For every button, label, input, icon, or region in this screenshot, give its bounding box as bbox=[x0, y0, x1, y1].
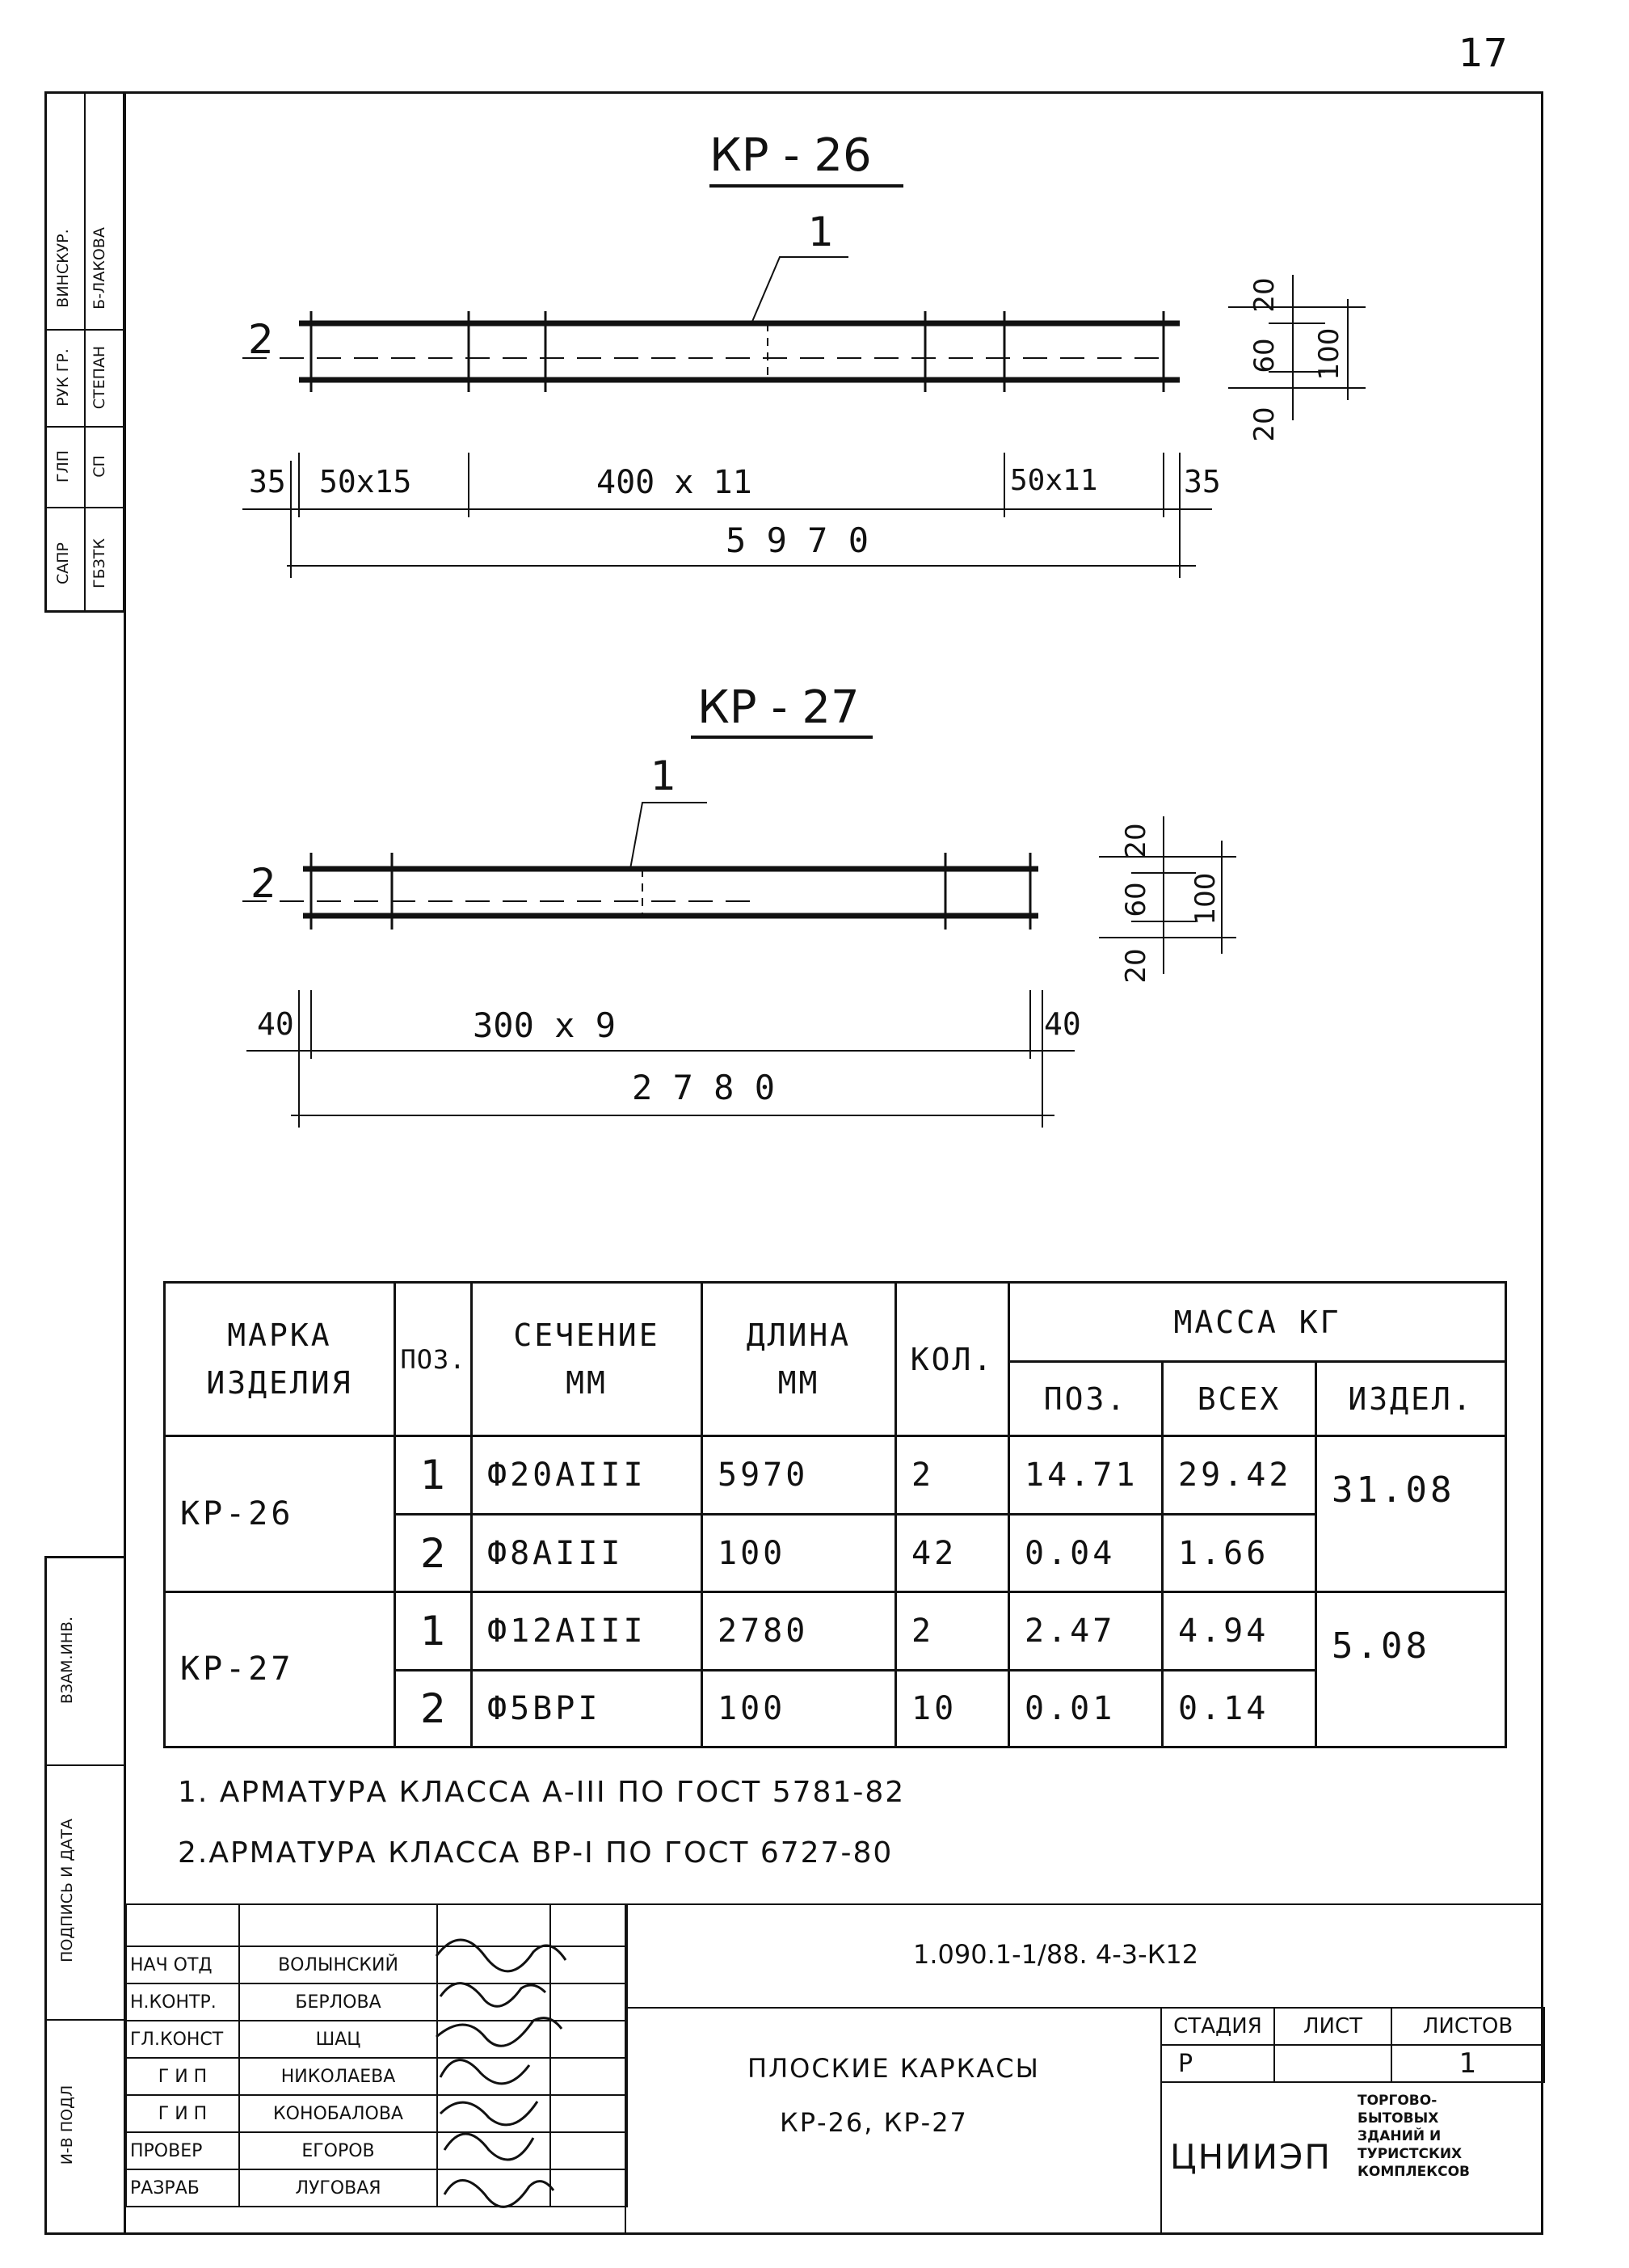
staff-signature bbox=[437, 1983, 550, 2021]
kr27-dim-2: 300 x 9 bbox=[473, 1005, 617, 1045]
group-mark: КР-27 bbox=[165, 1591, 395, 1747]
kr26-dim-3: 400 x 11 bbox=[596, 464, 752, 501]
staff-role: НАЧ ОТД bbox=[126, 1946, 239, 1983]
group-item-mass: 5.08 bbox=[1316, 1591, 1506, 1747]
stage-table bbox=[1160, 2007, 1545, 2083]
staff-row bbox=[126, 2058, 627, 2095]
stamp-vzam-inv: ВЗАМ.ИНВ. bbox=[58, 1616, 76, 1705]
kr27-total: 2 7 8 0 bbox=[632, 1068, 776, 1107]
kr26-total: 5 9 7 0 bbox=[726, 521, 869, 560]
kr27-sec-2: 60 bbox=[1120, 882, 1152, 917]
kr26-sec-4: 100 bbox=[1313, 327, 1345, 381]
staff-role: ГЛ.КОНСТ bbox=[126, 2021, 239, 2058]
row-mass-all: 1.66 bbox=[1163, 1515, 1316, 1591]
staff-signature bbox=[437, 2021, 550, 2058]
row-section: Ф8АIII bbox=[472, 1515, 702, 1591]
page-number: 17 bbox=[1459, 31, 1509, 76]
stamp-name-3: СП bbox=[90, 455, 108, 478]
kr27-pos1: 1 bbox=[650, 752, 676, 799]
table-row bbox=[165, 1591, 1506, 1670]
note-1: 1. АРМАТУРА КЛАССА А-III ПО ГОСТ 5781-82 bbox=[178, 1776, 906, 1809]
group-mark: КР-26 bbox=[165, 1436, 395, 1591]
stamp-role-1: ВИНСКУР. bbox=[54, 229, 72, 308]
staff-name: ЛУГОВАЯ bbox=[239, 2169, 437, 2207]
row-section: Ф5ВРI bbox=[472, 1670, 702, 1747]
kr26-sec-2: 60 bbox=[1248, 338, 1281, 373]
stage-label: СТАДИЯ bbox=[1161, 2008, 1274, 2045]
note-2: 2.АРМАТУРА КЛАССА ВР-I ПО ГОСТ 6727-80 bbox=[178, 1836, 894, 1870]
row-length: 100 bbox=[702, 1515, 896, 1591]
tb-name-line2: КР-26, КР-27 bbox=[780, 2107, 968, 2138]
spec-table bbox=[163, 1281, 1507, 1748]
hdr-mass-pos: ПОЗ. bbox=[1009, 1362, 1163, 1436]
kr26-dim-4: 50x11 bbox=[1010, 464, 1098, 497]
staff-row bbox=[126, 2169, 627, 2207]
kr26-sec-3: 20 bbox=[1248, 407, 1281, 442]
stamp-name-4: ГБЗТК bbox=[90, 538, 108, 588]
tb-org: ЦНИИЭП bbox=[1170, 2137, 1332, 2177]
staff-row bbox=[126, 1946, 627, 1983]
row-mass-pos: 14.71 bbox=[1009, 1436, 1163, 1515]
staff-role: ПРОВЕР bbox=[126, 2132, 239, 2169]
kr26-pos2: 2 bbox=[248, 316, 274, 363]
staff-signature bbox=[437, 1946, 550, 1983]
hdr-section: СЕЧЕНИЕ ММ bbox=[472, 1283, 702, 1436]
staff-name: БЕРЛОВА bbox=[239, 1983, 437, 2021]
staff-signature bbox=[437, 2169, 550, 2207]
stamp-role-2: РУК ГР. bbox=[54, 348, 72, 407]
tb-code: 1.090.1-1/88. 4-3-К12 bbox=[913, 1939, 1199, 1970]
row-length: 2780 bbox=[702, 1591, 896, 1670]
row-mass-pos: 2.47 bbox=[1009, 1591, 1163, 1670]
staff-role: Г И П bbox=[126, 2058, 239, 2095]
hdr-mass-all: ВСЕХ bbox=[1163, 1362, 1316, 1436]
stamp-role-4: САПР bbox=[54, 542, 72, 585]
row-qty: 2 bbox=[896, 1591, 1009, 1670]
kr26-pos1: 1 bbox=[808, 209, 834, 255]
kr26-sec-1: 20 bbox=[1248, 277, 1281, 313]
kr27-sec-4: 100 bbox=[1189, 872, 1222, 925]
row-length: 5970 bbox=[702, 1436, 896, 1515]
sheet-value bbox=[1274, 2045, 1391, 2082]
kr26-dim-2: 50x15 bbox=[319, 464, 412, 500]
hdr-pos: ПОЗ. bbox=[395, 1283, 472, 1436]
row-length: 100 bbox=[702, 1670, 896, 1747]
stage-value: Р bbox=[1161, 2045, 1274, 2082]
staff-name: ШАЦ bbox=[239, 2021, 437, 2058]
row-mass-all: 0.14 bbox=[1163, 1670, 1316, 1747]
kr27-dim-3: 40 bbox=[1044, 1006, 1081, 1042]
kr26-title: КР - 26 bbox=[709, 129, 872, 182]
hdr-mark: МАРКА ИЗДЕЛИЯ bbox=[165, 1283, 395, 1436]
row-pos: 2 bbox=[395, 1515, 472, 1591]
staff-name: ЕГОРОВ bbox=[239, 2132, 437, 2169]
hdr-mass: МАССА КГ bbox=[1009, 1283, 1506, 1362]
row-pos: 2 bbox=[395, 1670, 472, 1747]
staff-role: РАЗРАБ bbox=[126, 2169, 239, 2207]
row-pos: 1 bbox=[395, 1436, 472, 1515]
hdr-mass-item: ИЗДЕЛ. bbox=[1316, 1362, 1506, 1436]
sheets-label: ЛИСТОВ bbox=[1391, 2008, 1544, 2045]
staff-name: КОНОБАЛОВА bbox=[239, 2095, 437, 2132]
row-pos: 1 bbox=[395, 1591, 472, 1670]
row-mass-all: 29.42 bbox=[1163, 1436, 1316, 1515]
kr27-dim-1: 40 bbox=[257, 1006, 294, 1042]
row-qty: 2 bbox=[896, 1436, 1009, 1515]
staff-name: НИКОЛАЕВА bbox=[239, 2058, 437, 2095]
staff-name: ВОЛЫНСКИЙ bbox=[239, 1946, 437, 1983]
kr27-pos2: 2 bbox=[250, 860, 276, 907]
staff-role: Г И П bbox=[126, 2095, 239, 2132]
kr27-sec-1: 20 bbox=[1120, 823, 1152, 858]
tb-org-sub: ТОРГОВО-БЫТОВЫХ ЗДАНИЙ И ТУРИСТСКИХ КОМПЛЕКСОВ bbox=[1358, 2093, 1471, 2181]
row-qty: 42 bbox=[896, 1515, 1009, 1591]
kr27-sec-3: 20 bbox=[1120, 948, 1152, 984]
stamp-name-2: СТЕПАН bbox=[90, 345, 108, 410]
tb-name-line1: ПЛОСКИЕ КАРКАСЫ bbox=[747, 2053, 1040, 2084]
row-mass-pos: 0.04 bbox=[1009, 1515, 1163, 1591]
staff-row bbox=[126, 2132, 627, 2169]
stamp-name-1: Б-ЛАКОВА bbox=[90, 227, 108, 310]
staff-row bbox=[126, 1983, 627, 2021]
hdr-length: ДЛИНА ММ bbox=[702, 1283, 896, 1436]
hdr-qty: КОЛ. bbox=[896, 1283, 1009, 1436]
stamp-inv-podl: И-В ПОДЛ bbox=[58, 2085, 76, 2165]
row-mass-all: 4.94 bbox=[1163, 1591, 1316, 1670]
kr26-dim-5: 35 bbox=[1184, 464, 1221, 500]
stamp-role-3: ГЛП bbox=[54, 449, 72, 483]
staff-signature bbox=[437, 2095, 550, 2132]
row-qty: 10 bbox=[896, 1670, 1009, 1747]
row-section: Ф20АIII bbox=[472, 1436, 702, 1515]
side-stamp-bottom bbox=[44, 1556, 125, 2235]
kr26-dim-1: 35 bbox=[249, 464, 286, 500]
staff-role: Н.КОНТР. bbox=[126, 1983, 239, 2021]
table-row bbox=[165, 1436, 1506, 1515]
staff-row bbox=[126, 2095, 627, 2132]
row-section: Ф12АIII bbox=[472, 1591, 702, 1670]
staff-signature bbox=[437, 2132, 550, 2169]
staff-signature bbox=[437, 2058, 550, 2095]
staff-table bbox=[125, 1903, 628, 2207]
row-mass-pos: 0.01 bbox=[1009, 1670, 1163, 1747]
staff-row bbox=[126, 2021, 627, 2058]
group-item-mass: 31.08 bbox=[1316, 1436, 1506, 1591]
kr27-title: КР - 27 bbox=[697, 681, 860, 734]
stamp-signature-date: ПОДПИСЬ И ДАТА bbox=[58, 1819, 76, 1962]
sheets-value: 1 bbox=[1391, 2045, 1544, 2082]
sheet-label: ЛИСТ bbox=[1274, 2008, 1391, 2045]
